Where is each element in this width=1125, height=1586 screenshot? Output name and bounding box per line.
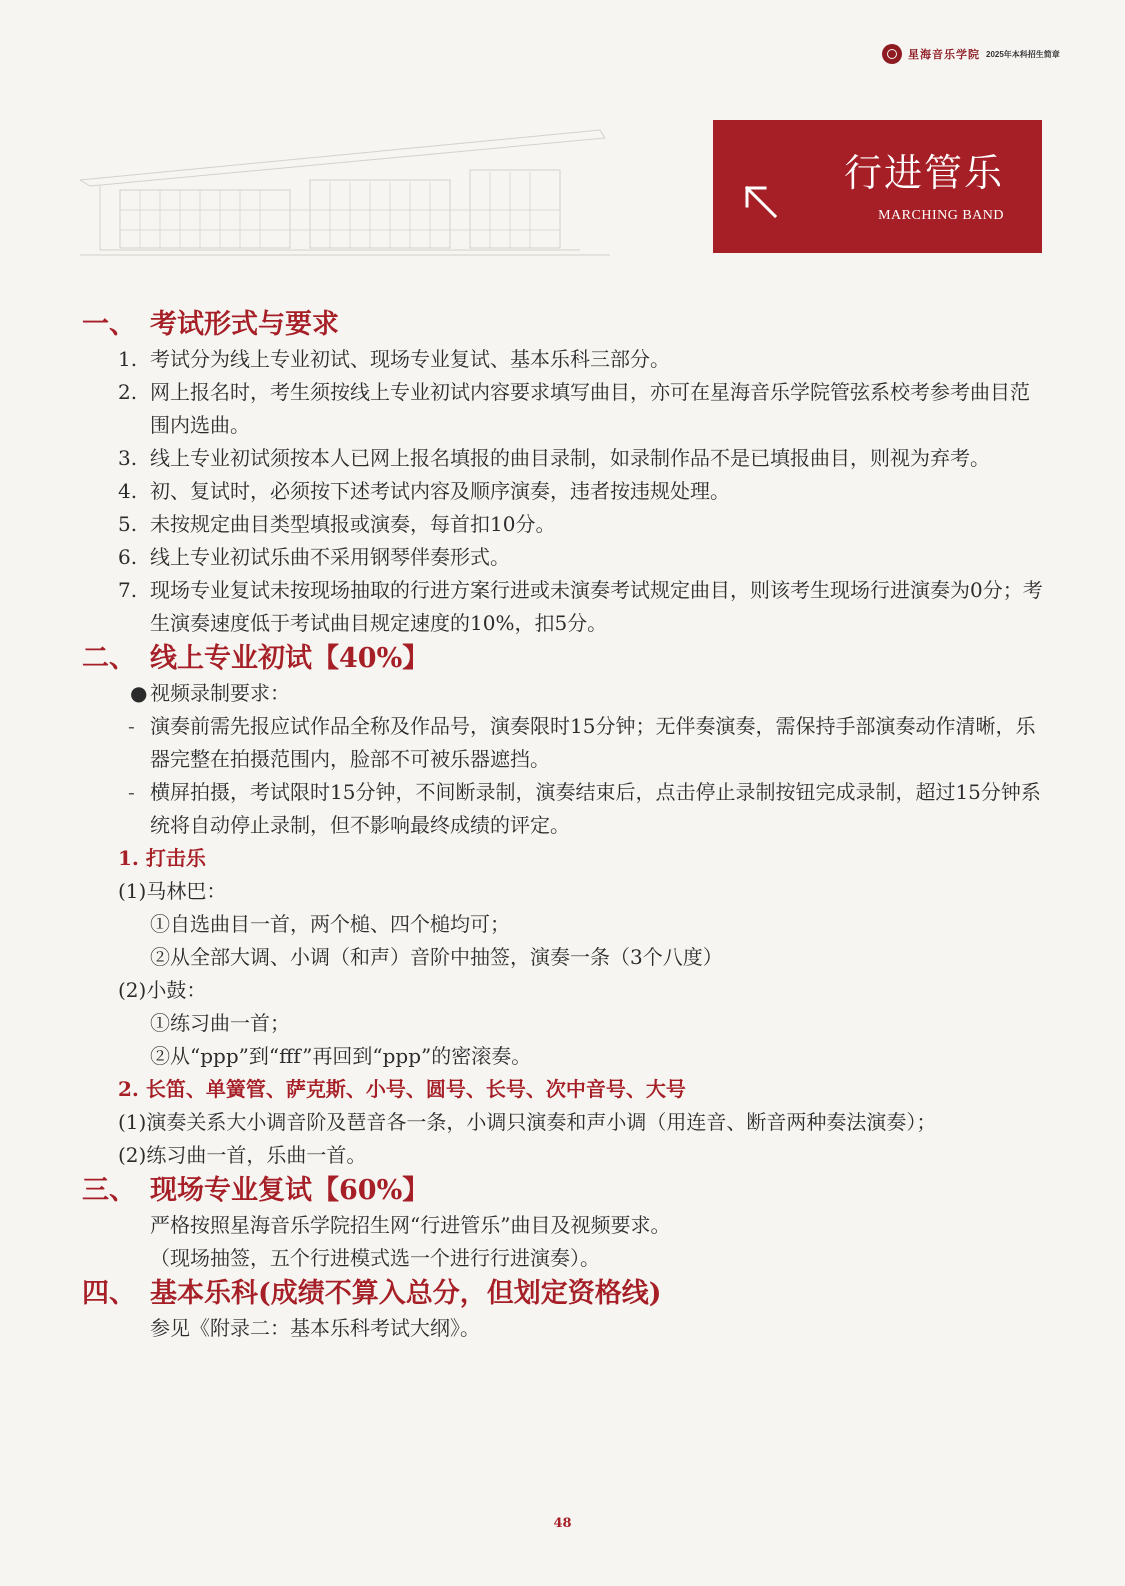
marimba-item: ①自选曲目一首，两个槌、四个槌均可；	[150, 912, 510, 936]
list-item: 2. 网上报名时，考生须按线上专业初试内容要求填写曲目，亦可在星海音乐学院管弦系校考参考曲目范围内选曲。	[118, 380, 1030, 437]
building-sketch-icon	[80, 120, 610, 260]
snare-item: ②从“ppp”到“fff”再回到“ppp”的密滚奏。	[150, 1044, 532, 1068]
snare-item: ①练习曲一首；	[150, 1011, 290, 1035]
list-item: 6. 线上专业初试乐曲不采用钢琴伴奏形式。	[118, 545, 510, 569]
section-heading-3: 三、 现场专业复试【60%】	[82, 1175, 430, 1206]
requirements-list	[82, 343, 1047, 640]
main-content	[82, 306, 1047, 1345]
dash-item: - 横屏拍摄，考试限时15分钟，不间断录制，演奏结束后，点击停止录制按钮完成录制，超过15分钟系统将自动停止录制，但不影响最终成绩的评定。	[128, 780, 1041, 837]
subheading-wind: 2. 长笛、单簧管、萨克斯、小号、圆号、长号、次中音号、大号	[118, 1077, 686, 1101]
bullet-dot-icon: ●	[130, 681, 148, 705]
logo-subtitle: 2025年本科招生简章	[986, 49, 1060, 59]
dash-item: - 演奏前需先报应试作品全称及作品号，演奏限时15分钟；无伴奏演奏，需保持手部演奏动作清晰，乐器完整在拍摄范围内，脸部不可被乐器遮挡。	[128, 714, 1036, 771]
paragraph: （现场抽签，五个行进模式选一个进行行进演奏）。	[150, 1246, 600, 1270]
list-item: 1. 考试分为线上专业初试、现场专业复试、基本乐科三部分。	[118, 347, 670, 371]
logo-name: 星海音乐学院	[908, 48, 980, 61]
section-heading-2: 二、 线上专业初试【40%】	[82, 643, 430, 674]
list-item: 4. 初、复试时，必须按下述考试内容及顺序演奏，违者按违规处理。	[118, 479, 730, 503]
section-heading-4: 四、 基本乐科(成绩不算入总分，但划定资格线)	[82, 1278, 662, 1309]
title-chinese: 行进管乐	[843, 151, 1004, 195]
list-item: 7. 现场专业复试未按现场抽取的行进方案行进或未演奏考试规定曲目，则该考生现场行进演奏为0分；考生演奏速度低于考试曲目规定速度的10%，扣5分。	[118, 578, 1043, 635]
wind-item: (2)练习曲一首，乐曲一首。	[118, 1143, 367, 1167]
section-heading-1: 一、 考试形式与要求	[82, 309, 339, 340]
title-english: MARCHING BAND	[878, 208, 1004, 223]
snare-label: (2)小鼓：	[118, 978, 207, 1002]
marimba-item: ②从全部大调、小调（和声）音阶中抽签，演奏一条（3个八度）	[150, 945, 723, 969]
paragraph: 严格按照星海音乐学院招生网“行进管乐”曲目及视频要求。	[150, 1213, 671, 1237]
marimba-label: (1)马林巴：	[118, 879, 227, 903]
arrow-up-left-icon	[741, 182, 781, 222]
bullet-item: ● 视频录制要求：	[82, 677, 1047, 710]
subheading-percussion: 1. 打击乐	[118, 846, 206, 870]
page-number: 48	[553, 1516, 572, 1531]
paragraph: 参见《附录二：基本乐科考试大纲》。	[150, 1316, 480, 1340]
list-item: 5. 未按规定曲目类型填报或演奏，每首扣10分。	[118, 512, 556, 536]
section-title-block	[713, 120, 1042, 253]
wind-item: (1)演奏关系大小调音阶及琶音各一条，小调只演奏和声小调（用连音、断音两种奏法演奏）；	[118, 1110, 937, 1134]
school-seal-icon	[882, 44, 902, 64]
school-logo	[882, 44, 1060, 64]
list-item: 3. 线上专业初试须按本人已网上报名填报的曲目录制，如录制作品不是已填报曲目，则视为弃考。	[118, 446, 990, 470]
